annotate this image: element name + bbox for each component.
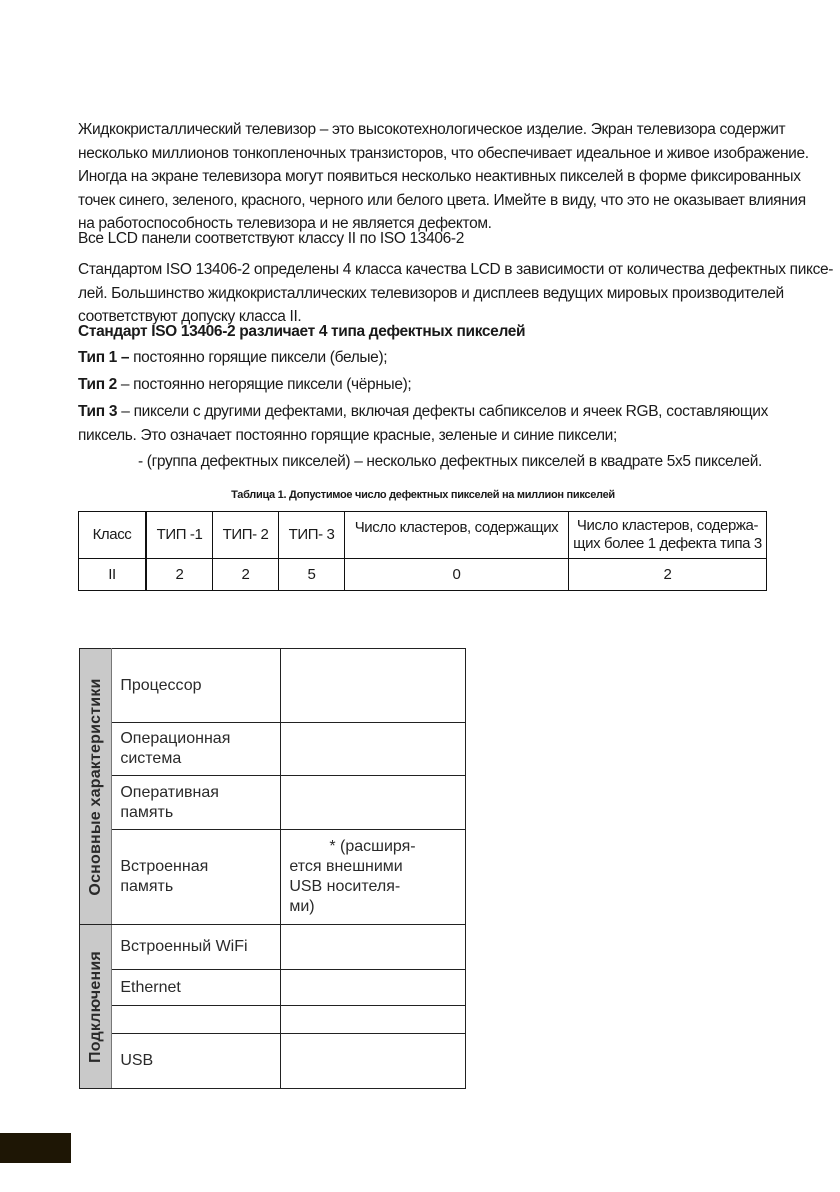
header-cell (569, 512, 767, 559)
defect-pixel-table (78, 511, 767, 591)
lcd-class-note: Все LCD панели соответствуют классу II по ISO 13406-2 (78, 230, 464, 247)
group-title: Подключения (86, 950, 104, 1063)
type-label: Тип 2 (78, 376, 117, 393)
type-text: постоянно горящие пиксели (белые); (129, 349, 388, 366)
group-title: Основные характеристики (86, 677, 104, 896)
table-cell: 5 (279, 559, 345, 591)
iso-line: соответствуют допуску класса II. (78, 308, 302, 325)
label-line: память (120, 877, 174, 895)
spec-row (80, 829, 466, 924)
iso-line: лей. Большинство жидкокристаллических телевизоров и дисплеев ведущих мировых производителей (78, 284, 784, 302)
spec-label (112, 1006, 281, 1033)
header-cell: Число кластеров, содержащих (345, 512, 569, 559)
intro-paragraph (78, 118, 809, 236)
table-caption: Таблица 1. Допустимое число дефектных пикселей на миллион пикселей (231, 489, 615, 501)
spec-value (281, 1006, 466, 1033)
defect-type-2 (78, 373, 768, 397)
header-line: Число кластеров, содержа- (576, 517, 759, 534)
table-cell: 2 (146, 559, 213, 591)
spec-label: Ethernet (112, 970, 281, 1006)
intro-line: на работоспособность телевизора и не является дефектом. (78, 215, 492, 232)
value-line: ется внешними (289, 857, 403, 875)
spec-value (281, 723, 466, 776)
group-header-connections (80, 925, 112, 1089)
header-cell: ТИП- 3 (279, 512, 345, 559)
table-cell: 2 (213, 559, 279, 591)
spec-value (281, 649, 466, 723)
intro-line: несколько миллионов тонкопленочных транзисторов, что обеспечивает идеальное и живое изображение. (78, 144, 809, 162)
label-line: Операционная (120, 730, 231, 748)
spec-value (281, 776, 466, 829)
table-header-row (79, 512, 767, 559)
defect-type-1 (78, 346, 768, 370)
type-text: – пиксели с другими дефектами, включая дефекты сабпикселов и ячеек RGB, составляющих (117, 403, 768, 420)
defect-type-3 (78, 400, 768, 447)
iso-line: Стандартом ISO 13406-2 определены 4 класса качества LCD в зависимости от количества дефектных пиксе- (78, 261, 834, 278)
table-cell: 2 (569, 559, 767, 591)
intro-line: Иногда на экране телевизора могут появиться несколько неактивных пикселей в форме фиксированных (78, 168, 801, 185)
spec-row (80, 776, 466, 829)
table-cell: 0 (345, 559, 569, 591)
spec-row (80, 925, 466, 970)
header-cell: Класс (79, 512, 147, 559)
value-line: * (расширя- (329, 837, 416, 855)
iso-paragraph (78, 258, 834, 329)
intro-line: Жидкокристаллический телевизор – это высокотехнологическое изделие. Экран телевизора содержит (78, 121, 786, 138)
header-cell: ТИП -1 (146, 512, 213, 559)
type-label: Тип 1 – (78, 349, 130, 366)
spec-row (80, 970, 466, 1006)
type-label: Тип 3 (78, 403, 118, 420)
header-line: щих более 1 дефекта типа 3 (573, 535, 762, 552)
label-line: система (120, 750, 182, 768)
spec-value (281, 925, 466, 970)
spec-row (80, 1033, 466, 1088)
spec-value (281, 829, 466, 924)
spec-label: Встроенный WiFi (112, 925, 281, 970)
spec-label (112, 829, 281, 924)
page-marker-block (0, 1133, 71, 1163)
cluster-note: - (группа дефектных пикселей) – несколько дефектных пикселей в квадрате 5х5 пикселей. (138, 453, 762, 470)
value-line: ми) (289, 897, 315, 915)
header-cell: ТИП- 2 (213, 512, 279, 559)
spec-row (80, 1006, 466, 1033)
label-line: Оперативная (120, 783, 219, 801)
spec-label: USB (112, 1033, 281, 1088)
spec-label: Процессор (112, 649, 281, 723)
defect-types-heading: Стандарт ISO 13406-2 различает 4 типа дефектных пикселей (78, 323, 526, 340)
spec-label (112, 776, 281, 829)
table-row (79, 559, 767, 591)
spec-row (80, 649, 466, 723)
label-line: память (120, 803, 174, 821)
type-text: – постоянно негорящие пиксели (чёрные); (116, 376, 412, 393)
type-text: пиксель. Это означает постоянно горящие красные, зеленые и синие пиксели; (78, 426, 617, 444)
value-line: USB носителя- (289, 877, 401, 895)
group-header-main (80, 649, 112, 925)
spec-label (112, 723, 281, 776)
spec-value (281, 1033, 466, 1088)
table-cell: II (79, 559, 147, 591)
spec-value (281, 970, 466, 1006)
spec-row (80, 723, 466, 776)
intro-line: точек синего, зеленого, красного, черного или белого цвета. Имейте в виду, что это не оказывает влияния (78, 191, 806, 209)
spec-table (79, 648, 466, 1089)
label-line: Встроенная (120, 857, 209, 875)
